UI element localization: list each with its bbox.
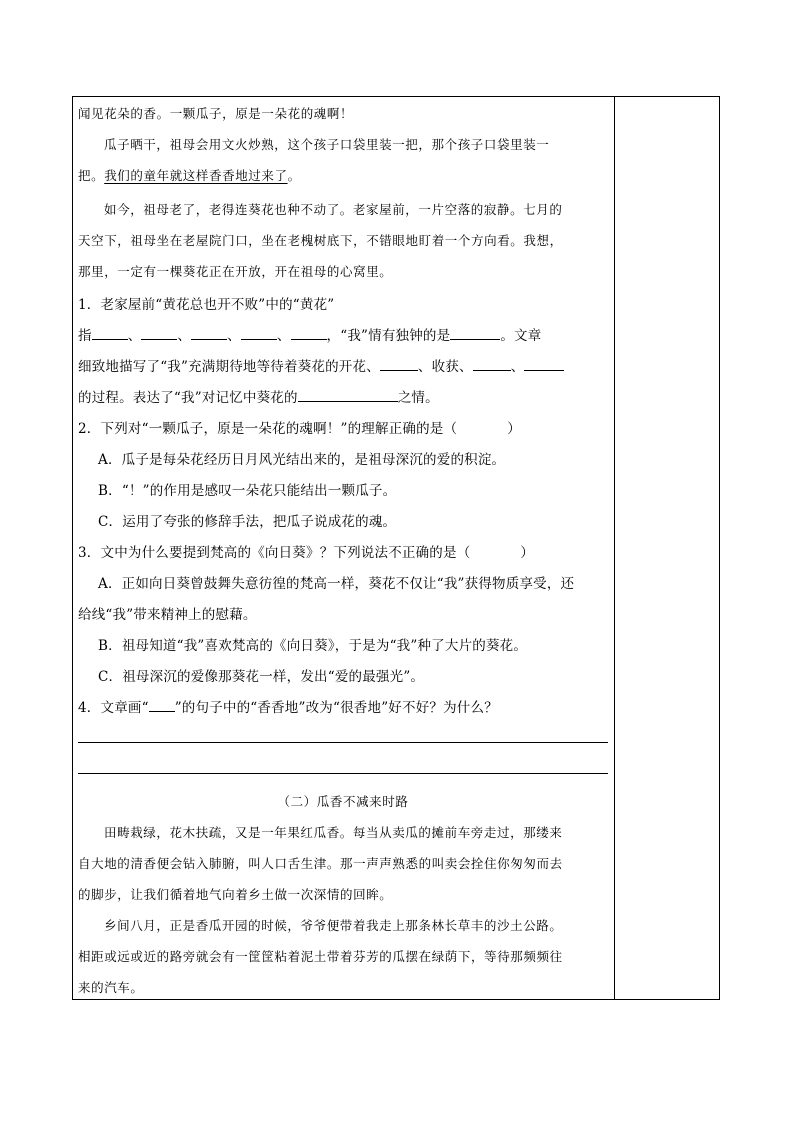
passage2-line: 的脚步，让我们循着地气向着乡土做一次深情的回眸。 [78,887,393,902]
text-span: 。 [287,168,301,183]
question-1-line [78,386,439,406]
question-1-line [78,324,541,344]
question-3-option-b: B．祖母知道“我”喜欢梵高的《向日葵》，于是为“我”种了大片的葵花。 [98,638,528,654]
answer-blank[interactable] [291,327,327,340]
question-2-option-b: B．“！”的作用是感叹一朵花只能结出一颗瓜子。 [98,483,397,499]
question-2-stem [78,417,521,437]
text-span: 、 [177,328,192,344]
table-column-divider [614,96,615,1000]
answer-blank[interactable] [380,358,418,371]
text-span: 2．下列对“一颗瓜子，原是一朵花的魂啊！”的理解正确的是（ [78,421,458,437]
text-span: 指 [78,328,92,344]
question-1-stem: 1．老家屋前“黄花总也开不败”中的“黄花” [78,297,335,313]
answer-line[interactable] [78,773,608,774]
answer-blank[interactable] [92,327,128,340]
text-span: 之情。 [397,390,439,406]
question-3-option-c: C．祖母深沉的爱像那葵花一样，发出“爱的最强光”。 [98,669,425,685]
passage2-line: 相距或远或近的路旁就会有一筐筐粘着泥土带着芬芳的瓜摆在绿荫下，等待那频频往 [78,949,563,964]
text-span: ） [507,421,521,437]
text-span: ”的句子中的“香香地”改为“很香地”好不好？为什么？ [174,700,498,716]
text-span: 把。 [78,168,105,183]
answer-line[interactable] [78,742,608,743]
question-3-option-a: A．正如向日葵曾鼓舞失意彷徨的梵高一样，葵花不仅让“我”获得物质享受，还 [98,576,575,592]
question-3-stem [78,541,534,561]
passage2-line: 来的汽车。 [78,980,144,995]
question-2-option-a: A．瓜子是每朵花经历日月风光结出来的，是祖母深沉的爱的积淀。 [98,452,506,468]
text-span: 4．文章画“ [78,700,149,716]
passage1-line: 闻见花朵的香。一颗瓜子，原是一朵花的魂啊！ [78,106,354,121]
text-span: 。文章 [500,328,542,344]
passage1-line: 如今，祖母老了，老得连葵花也种不动了。老家屋前，一片空落的寂静。七月的 [104,202,563,217]
passage1-line: 那里，一定有一棵葵花正在开放，开在祖母的心窝里。 [78,264,393,279]
text-span: 细致地描写了“我”充满期待地等待着葵花的开花、 [78,359,380,375]
question-4-stem [78,696,498,716]
question-3-option-a-cont: 给线“我”带来精神上的慰藉。 [78,607,257,623]
answer-blank[interactable] [191,327,227,340]
text-span: 、收获、 [417,359,473,375]
passage2-line: 田畴栽绿，花木扶疏，又是一年果红瓜香。每当从卖瓜的摊前车旁走过，那缕来 [104,825,563,840]
text-span: ） [520,545,535,561]
text-span: ，“我”情有独钟的是 [326,328,451,344]
answer-blank[interactable] [241,327,277,340]
text-span: 3．文中为什么要提到梵高的《向日葵》？下列说法不正确的是（ [78,545,471,561]
passage2-line: 乡间八月，正是香瓜开园的时候，爷爷便带着我走上那条林长草丰的沙土公路。 [104,918,563,933]
question-1-line [78,355,564,375]
passage1-line: 天空下，祖母坐在老屋院门口，坐在老槐树底下，不错眼地盯着一个方向看。我想， [78,233,563,248]
passage1-line [78,166,301,184]
text-span: 、 [276,328,291,344]
answer-blank[interactable] [524,358,564,371]
text-span: 、 [510,359,525,375]
answer-blank[interactable] [450,327,500,340]
passage2-line: 自大地的清香便会钻入肺腑，叫人口舌生津。那一声声熟悉的叫卖会拴住你匆匆而去 [78,856,563,871]
answer-blank[interactable] [298,389,398,402]
answer-blank[interactable] [473,358,511,371]
passage1-line: 瓜子晒干，祖母会用文火炒熟，这个孩子口袋里装一把，那个孩子口袋里装一 [104,137,550,152]
passage2-title: （二）瓜香不减来时路 [277,794,409,809]
text-span: 、 [127,328,142,344]
underline-sample [149,699,175,712]
text-span: 的过程。表达了“我”对记忆中葵花的 [78,390,298,406]
answer-blank[interactable] [141,327,177,340]
text-span: 、 [227,328,241,344]
question-2-option-c: C．运用了夸张的修辞手法，把瓜子说成花的魂。 [98,514,397,530]
underlined-sentence: 我们的童年就这样香香地过来了 [104,168,288,183]
